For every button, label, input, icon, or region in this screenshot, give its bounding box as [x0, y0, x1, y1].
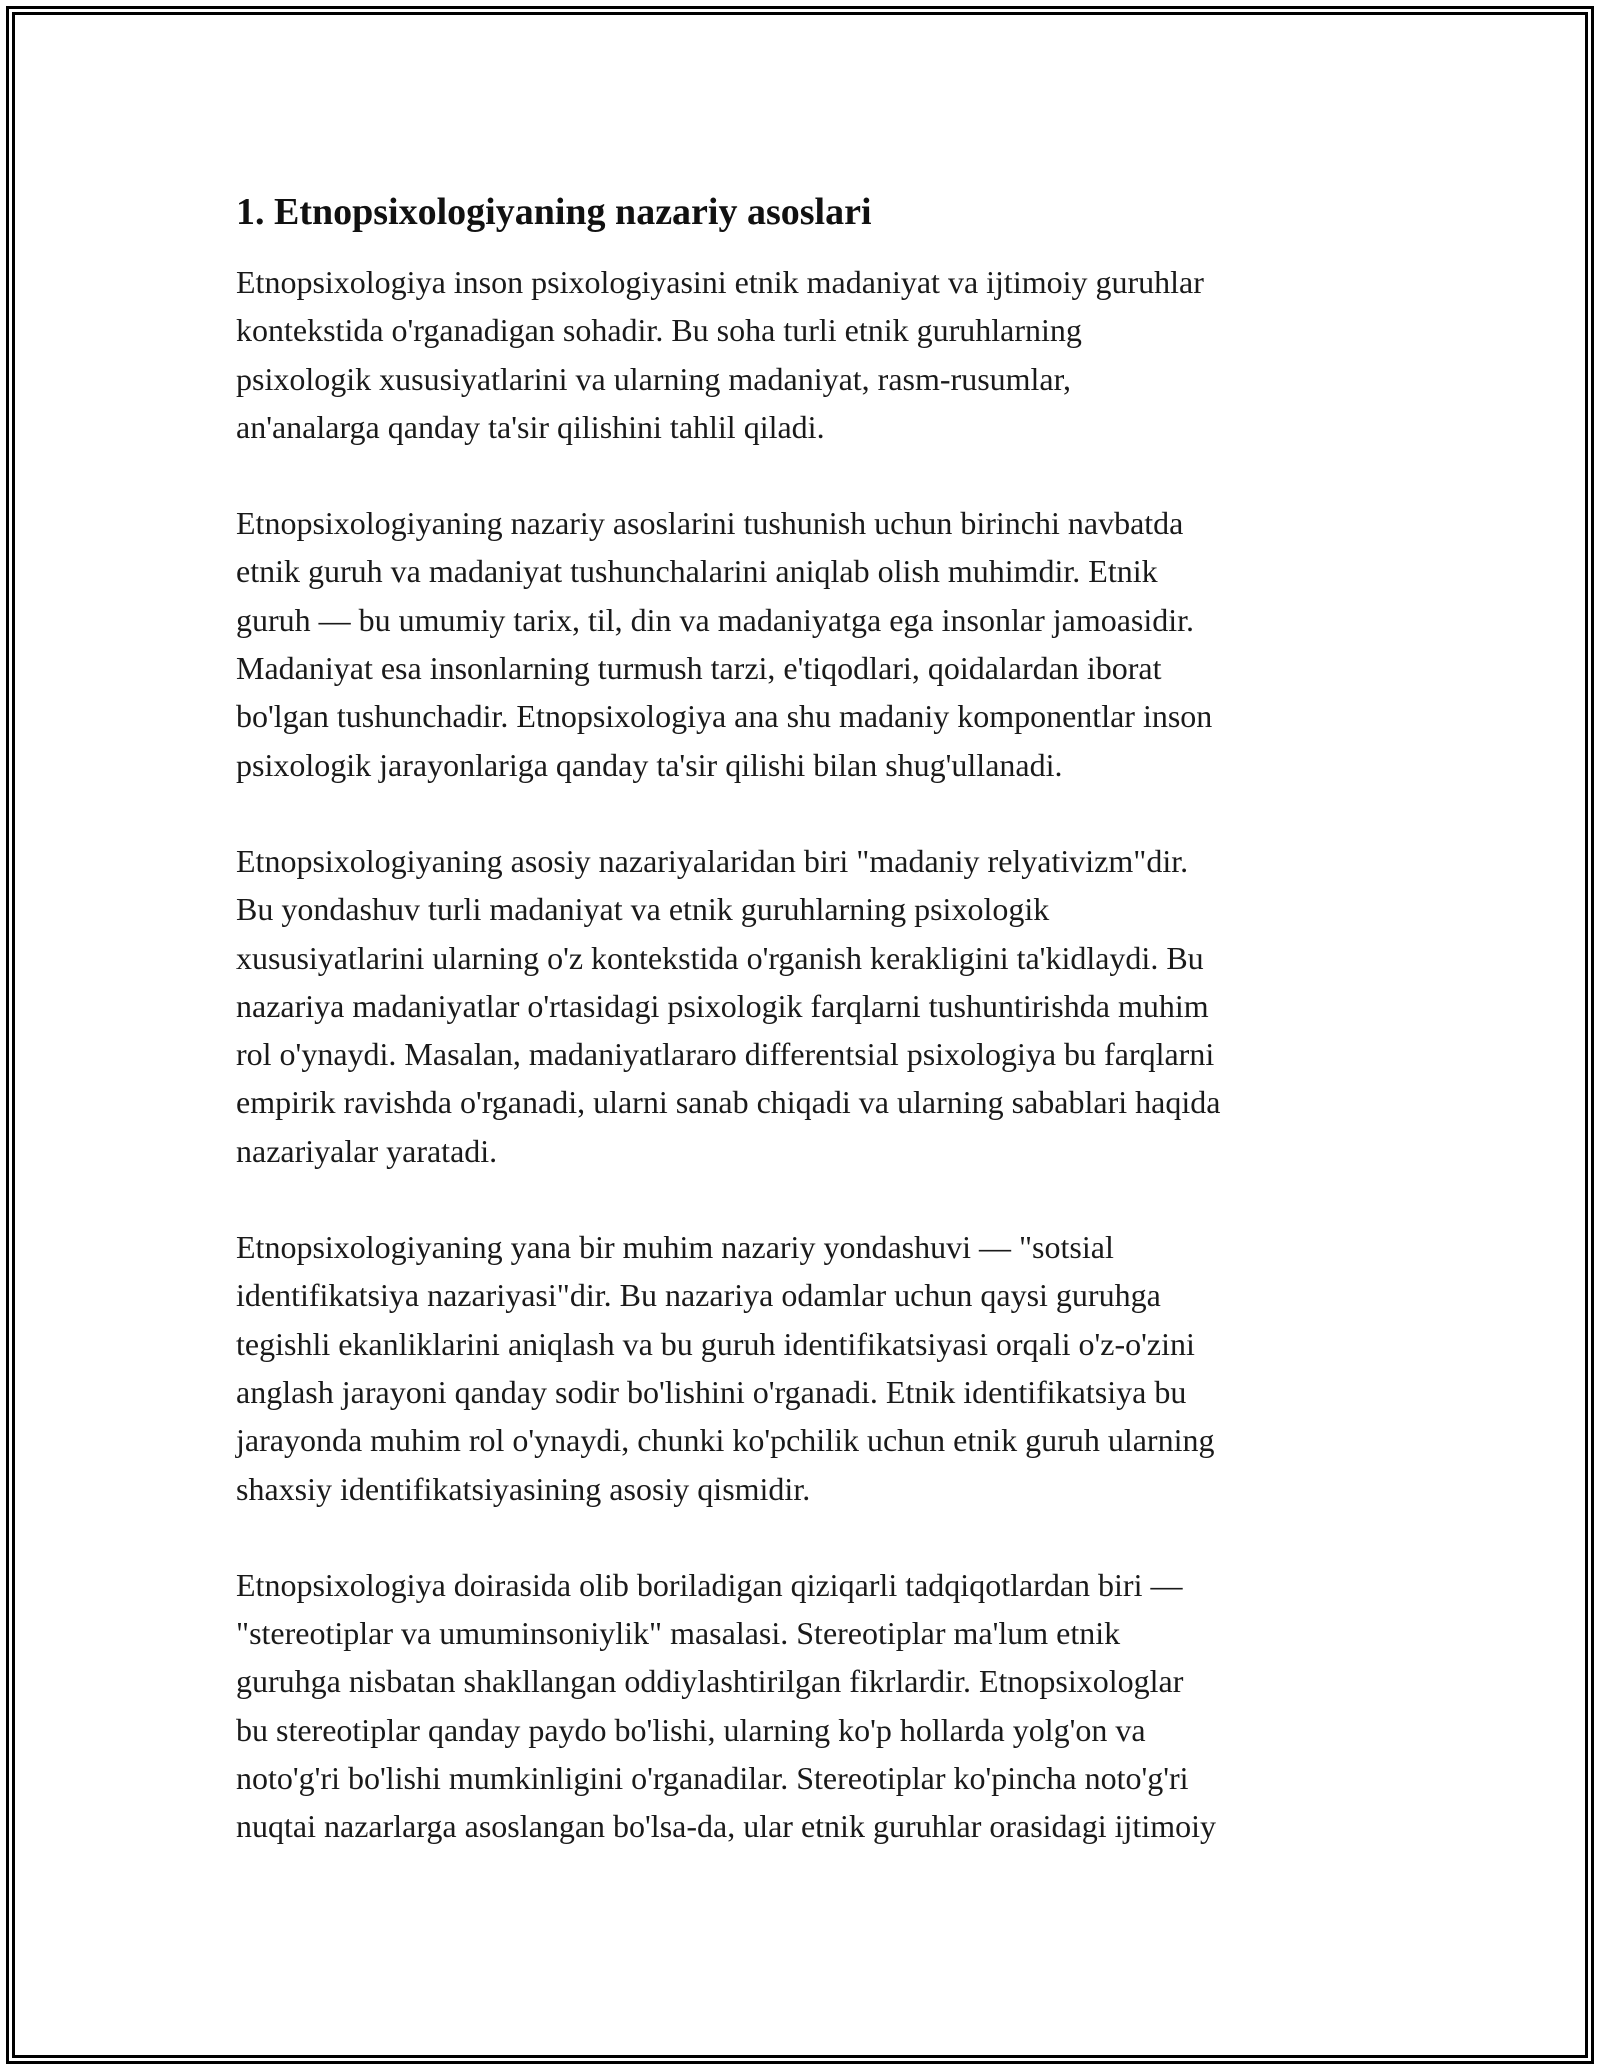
text-line: anglash jarayoni qanday sodir bo'lishini o'rganadi. Etnik identifikatsiya bu [236, 1373, 1187, 1410]
text-line: tegishli ekanliklarini aniqlash va bu guruh identifikatsiyasi orqali o'z-o'zini [236, 1325, 1195, 1362]
text-line: noto'g'ri bo'lishi mumkinligini o'rganadilar. Stereotiplar ko'pincha noto'g'ri [236, 1760, 1189, 1797]
section-heading: 1. Etnopsixologiyaning nazariy asoslari [236, 191, 872, 233]
text-line: shaxsiy identifikatsiyasining asosiy qismidir. [236, 1470, 811, 1507]
text-line: "stereotiplar va umuminsoniylik" masalasi. Stereotiplar ma'lum etnik [236, 1615, 1121, 1652]
text-line: psixologik xususiyatlarini va ularning madaniyat, rasm-rusumlar, [236, 360, 1071, 397]
text-line: rol o'ynaydi. Masalan, madaniyatlararo differentsial psixologiya bu farqlarni [236, 1036, 1215, 1073]
text-line: nazariyalar yaratadi. [236, 1132, 498, 1169]
text-line: xususiyatlarini ularning o'z kontekstida o'rganish kerakligini ta'kidlaydi. Bu [236, 939, 1204, 976]
text-line: jarayonda muhim rol o'ynaydi, chunki ko'pchilik uchun etnik guruh ularning [236, 1422, 1215, 1459]
paragraph-4 [236, 1223, 1386, 1513]
text-line: Etnopsixologiya doirasida olib boriladigan qiziqarli tadqiqotlardan biri — [236, 1566, 1183, 1603]
document-body [236, 188, 1386, 1899]
text-line: etnik guruh va madaniyat tushunchalarini aniqlab olish muhimdir. Etnik [236, 553, 1158, 590]
paragraph-3 [236, 837, 1386, 1175]
paragraph-1 [236, 258, 1386, 451]
text-line: Etnopsixologiyaning asosiy nazariyalaridan biri "madaniy relyativizm"dir. [236, 842, 1189, 879]
text-line: nuqtai nazarlarga asoslangan bo'lsa-da, ular etnik guruhlar orasidagi ijtimoiy [236, 1808, 1216, 1845]
text-line: empirik ravishda o'rganadi, ularni sanab chiqadi va ularning sabablari haqida [236, 1084, 1221, 1121]
paragraph-2 [236, 499, 1386, 789]
text-line: guruhga nisbatan shakllangan oddiylashtirilgan fikrlardir. Etnopsixologlar [236, 1663, 1184, 1700]
text-line: nazariya madaniyatlar o'rtasidagi psixologik farqlarni tushuntirishda muhim [236, 987, 1209, 1024]
text-line: bo'lgan tushunchadir. Etnopsixologiya ana shu madaniy komponentlar inson [236, 698, 1213, 735]
text-line: identifikatsiya nazariyasi"dir. Bu nazariya odamlar uchun qaysi guruhga [236, 1277, 1161, 1314]
paragraph-5 [236, 1561, 1386, 1851]
text-line: guruh — bu umumiy tarix, til, din va madaniyatga ega insonlar jamoasidir. [236, 601, 1195, 638]
text-line: Etnopsixologiyaning yana bir muhim nazariy yondashuvi — "sotsial [236, 1229, 1114, 1266]
text-line: Etnopsixologiyaning nazariy asoslarini tushunish uchun birinchi navbatda [236, 505, 1184, 542]
text-line: psixologik jarayonlariga qanday ta'sir qilishi bilan shug'ullanadi. [236, 746, 1063, 783]
text-line: Etnopsixologiya inson psixologiyasini etnik madaniyat va ijtimoiy guruhlar [236, 264, 1204, 300]
text-line: Madaniyat esa insonlarning turmush tarzi, e'tiqodlari, qoidalardan iborat [236, 650, 1162, 687]
text-line: an'analarga qanday ta'sir qilishini tahlil qiladi. [236, 408, 825, 445]
text-line: bu stereotiplar qanday paydo bo'lishi, ularning ko'p hollarda yolg'on va [236, 1711, 1146, 1748]
text-line: kontekstida o'rganadigan sohadir. Bu soha turli etnik guruhlarning [236, 312, 1082, 349]
text-line: Bu yondashuv turli madaniyat va etnik guruhlarning psixologik [236, 891, 1050, 928]
